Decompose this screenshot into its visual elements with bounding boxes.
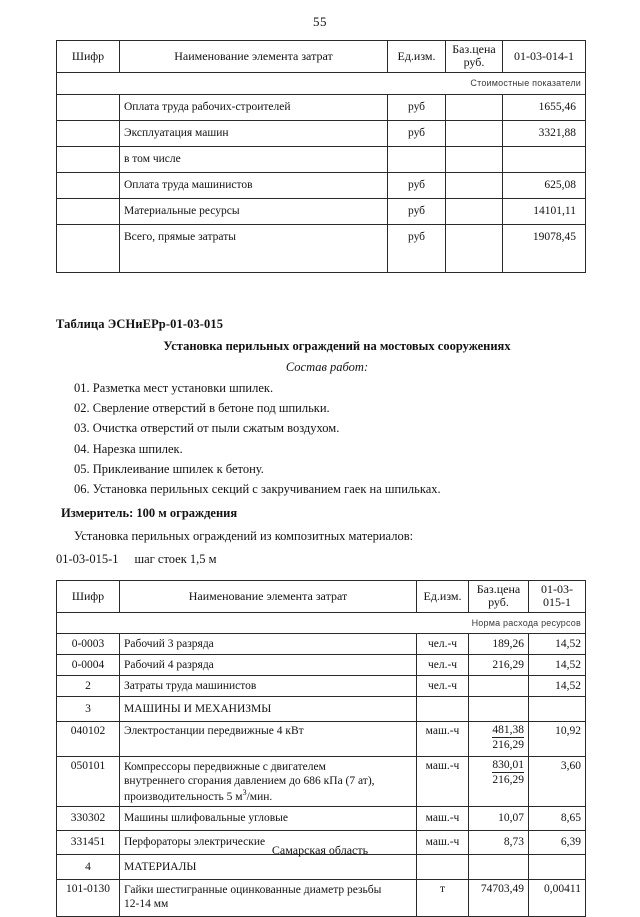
list-item: 06. Установка перильных секций с закручиванием гаек на шпильках. [74,482,441,497]
header-name: Наименование элемента затрат [120,41,388,73]
table-row [57,198,586,224]
row-code [57,146,120,172]
row-name [120,756,417,806]
row-price [469,696,529,721]
row-price-fraction [469,721,529,756]
step-text: шаг стоек 1,5 м [134,551,217,566]
row-name: Машины шлифовальные угловые [120,806,417,830]
header-base-price-line1: Баз.цена [452,42,496,56]
row-code [57,198,120,224]
header-name: Наименование элемента затрат [120,580,417,612]
band-label-resource-norms: Норма расхода ресурсов [57,612,586,633]
row-unit: маш.-ч [417,806,469,830]
row-name: в том числе [120,146,388,172]
row-norm [529,696,586,721]
page-number: 55 [313,14,327,29]
row-name: Эксплуатация машин [120,120,388,146]
row-name: Оплата труда машинистов [120,172,388,198]
sostav-label: Состав работ: [285,359,369,374]
table-row [57,854,586,879]
fraction-numerator: 481,38 [492,723,524,736]
table-row [57,696,586,721]
row-norm: 0,00411 [529,879,586,916]
band-row [57,72,586,94]
list-item: 01. Разметка мест установки шпилек. [74,380,274,395]
row-unit: руб [388,198,446,224]
header-code: Шифр [57,41,120,73]
row-price: 8,73 [469,830,529,854]
step-code: 01-03-015-1 [56,551,119,566]
row-price [446,224,503,250]
row-value: 625,08 [503,172,586,198]
row-price [469,854,529,879]
row-norm: 3,60 [529,756,586,806]
table-row [57,721,586,756]
row-value: 19078,45 [503,224,586,250]
row-name: МАШИНЫ И МЕХАНИЗМЫ [120,696,417,721]
row-norm: 6,39 [529,830,586,854]
fraction [492,759,524,787]
row-unit: руб [388,94,446,120]
fraction-numerator: 830,01 [492,758,524,771]
table-row [57,675,586,696]
row-value: 3321,88 [503,120,586,146]
row-unit: маш.-ч [417,721,469,756]
header-base-price-line2: руб. [488,595,509,610]
section-subject: Установка перильных ограждений на мостовых сооружениях [163,338,511,353]
row-name: Материальные ресурсы [120,198,388,224]
row-price: 74703,49 [469,879,529,916]
row-unit: маш.-ч [417,756,469,806]
table-row [57,146,586,172]
row-price: 216,29 [469,654,529,675]
row-price: 189,26 [469,633,529,654]
table-header-row [57,580,586,612]
row-unit: т [417,879,469,916]
list-item: 02. Сверление отверстий в бетоне под шпильки. [74,401,330,416]
table-header-row [57,41,586,73]
machine-desc-line3-end: /мин. [246,790,273,803]
row-code: 050101 [57,756,120,806]
row-value: 14101,11 [503,198,586,224]
row-unit: чел.-ч [417,675,469,696]
row-code: 040102 [57,721,120,756]
table-row [57,879,586,916]
row-price [446,172,503,198]
izmeritel-label: Измеритель: 100 м ограждения [61,505,238,520]
header-norm-code: 01-03-014-1 [503,41,586,73]
row-price: 10,07 [469,806,529,830]
row-code: 3 [57,696,120,721]
machine-desc-line2: внутреннего сгорания давлением до 686 кПа (7 ат), [124,774,375,787]
header-norm-code: 01-03-015-1 [529,580,586,612]
table-row [57,654,586,675]
spacer-cell [446,250,503,273]
band-row [57,612,586,633]
row-name: Рабочий 3 разряда [120,633,417,654]
fraction [492,724,524,752]
spacer-cell [120,250,388,273]
header-base-price-line2: руб. [463,55,485,70]
fraction-denominator: 216,29 [492,738,524,751]
works-list [56,382,588,497]
machine-desc-superscript: 3 [242,787,247,797]
machine-desc-line1: Компрессоры передвижные с двигателем [124,760,326,773]
row-value: 1655,46 [503,94,586,120]
row-code: 4 [57,854,120,879]
table-row [57,633,586,654]
row-code [57,224,120,250]
row-name: Перфораторы электрические [120,830,417,854]
section-block [56,317,588,567]
row-unit: чел.-ч [417,633,469,654]
header-unit: Ед.изм. [388,41,446,73]
install-description: Установка перильных ограждений из композитных материалов: [74,528,414,543]
material-desc-line1: Гайки шестигранные оцинкованные диаметр резьбы [124,883,382,896]
machine-desc-line3: производительность 5 м [124,790,243,803]
row-price [469,675,529,696]
row-code [57,120,120,146]
fraction-denominator: 216,29 [492,773,524,786]
row-norm [529,854,586,879]
row-unit: маш.-ч [417,830,469,854]
row-name: МАТЕРИАЛЫ [120,854,417,879]
row-price [446,94,503,120]
row-norm: 14,52 [529,633,586,654]
row-code: 101-0130 [57,879,120,916]
row-name [120,879,417,916]
header-base-price [469,580,529,612]
row-norm: 14,52 [529,654,586,675]
table-spacer-row [57,250,586,273]
row-unit: руб [388,224,446,250]
list-item: 05. Приклеивание шпилек к бетону. [74,461,264,476]
list-item: 03. Очистка отверстий от пыли сжатым воздухом. [74,421,340,436]
row-code: 2 [57,675,120,696]
row-price [446,120,503,146]
row-name: Затраты труда машинистов [120,675,417,696]
row-name: Оплата труда рабочих-строителей [120,94,388,120]
header-base-price-line1: Баз.цена [476,581,521,596]
row-norm: 10,92 [529,721,586,756]
page-footer: Самарская область [271,843,369,857]
header-unit: Ед.изм. [417,580,469,612]
row-name: Электростанции передвижные 4 кВт [120,721,417,756]
row-name: Всего, прямые затраты [120,224,388,250]
row-unit [417,854,469,879]
step-line [56,552,588,567]
resource-norms-table [56,580,586,917]
table-row [57,756,586,806]
band-label-cost-indicators: Стоимостные показатели [57,72,586,94]
spacer-cell [57,250,120,273]
spacer-cell [503,250,586,273]
table-label: Таблица ЭСНиЕРр-01-03-015 [56,316,224,331]
cost-summary-table [56,40,586,273]
row-unit [388,146,446,172]
row-price [446,198,503,224]
row-unit [417,696,469,721]
row-unit: руб [388,120,446,146]
material-desc-line2: 12-14 мм [124,897,169,910]
table-row [57,172,586,198]
table-row [57,224,586,250]
row-code [57,172,120,198]
header-code: Шифр [57,580,120,612]
row-unit: руб [388,172,446,198]
row-price [446,146,503,172]
row-code: 0-0003 [57,633,120,654]
table-row [57,120,586,146]
header-base-price [446,41,503,73]
row-price-fraction [469,756,529,806]
spacer-cell [388,250,446,273]
row-unit: чел.-ч [417,654,469,675]
row-code [57,94,120,120]
table-row [57,94,586,120]
row-code: 330302 [57,806,120,830]
row-norm: 14,52 [529,675,586,696]
row-code: 331451 [57,830,120,854]
row-value [503,146,586,172]
row-norm: 8,65 [529,806,586,830]
table-row [57,806,586,830]
row-code: 0-0004 [57,654,120,675]
list-item: 04. Нарезка шпилек. [74,441,183,456]
row-name: Рабочий 4 разряда [120,654,417,675]
